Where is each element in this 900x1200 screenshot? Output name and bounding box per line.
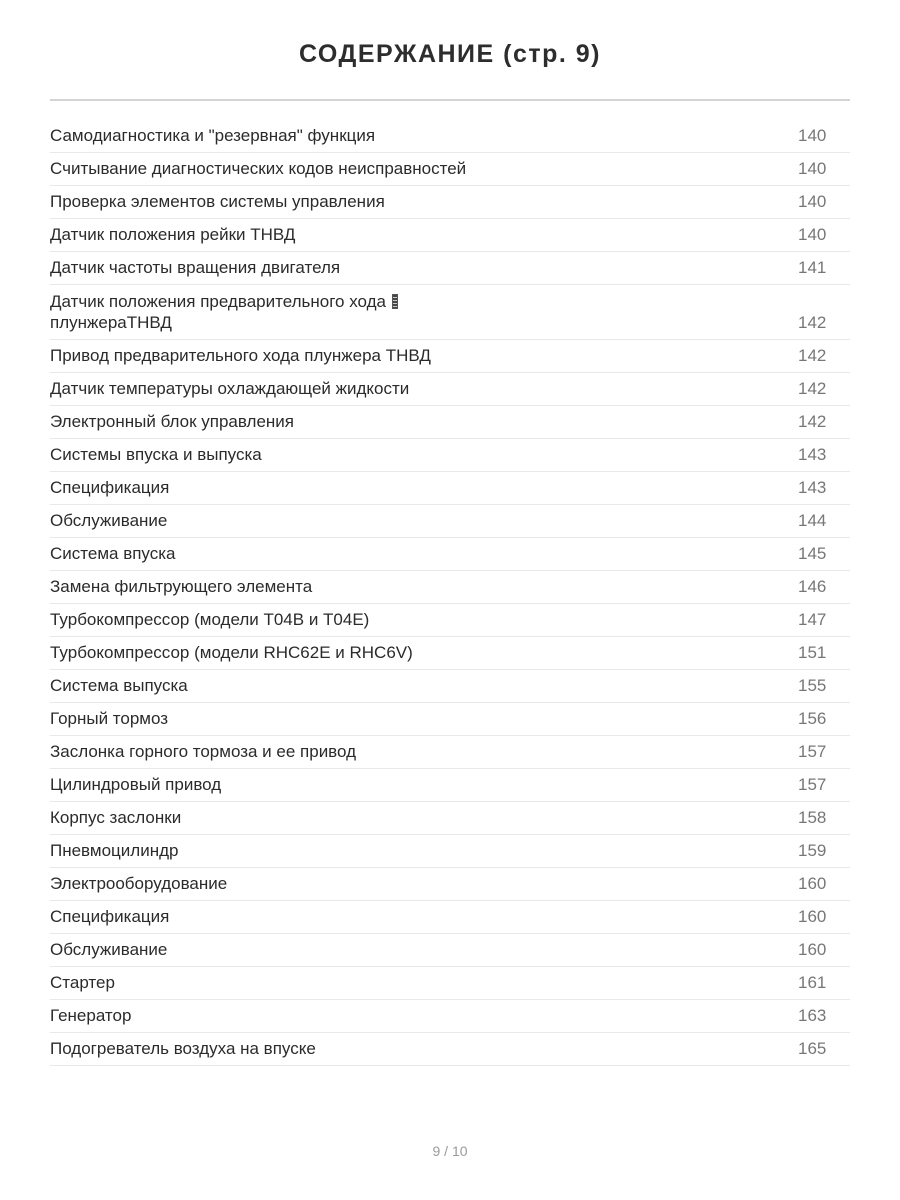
toc-entry-page: 163 [798,1006,827,1025]
toc-entry-title: Датчик положения предварительного хода [50,292,386,311]
toc-entry-title: Обслуживание [50,940,168,959]
toc-entry-title: Замена фильтрующего элемента [50,577,313,596]
toc-entry-page: 142 [798,346,827,365]
toc-entry-title: Корпус заслонки [50,808,182,827]
toc-entry[interactable] [50,219,850,252]
toc-entry[interactable] [50,406,850,439]
toc-entry-page: 142 [798,379,827,398]
toc-entry-page: 151 [798,643,827,662]
toc-entry-title: Турбокомпрессор (модели RHC62E и RHC6V) [50,643,413,662]
toc-entry-page: 161 [798,973,827,992]
toc-entry[interactable] [50,736,850,769]
line-break-marker-icon [392,294,398,309]
toc-entry[interactable] [50,868,850,901]
toc-entry[interactable] [50,186,850,219]
toc-entry-page: 142 [798,412,827,431]
toc-entry-page: 157 [798,775,827,794]
toc-entry-page: 160 [798,907,827,926]
toc-entry-title: Система впуска [50,544,176,563]
toc-entry-page: 140 [798,192,827,211]
toc-entry[interactable] [50,340,850,373]
page-title: СОДЕРЖАНИЕ (стр. 9) [298,40,602,68]
toc-entry-title-continuation: плунжераТНВД [50,313,172,332]
toc-entry-page: 140 [798,159,827,178]
toc-entry[interactable] [50,703,850,736]
toc-entry-page: 146 [798,577,827,596]
toc-entry[interactable] [50,153,850,186]
toc-entry-title: Датчик положения рейки ТНВД [50,225,296,244]
toc-entry-title-wrapped [50,291,470,333]
toc-entry-title: Цилиндровый привод [50,775,222,794]
toc-entry[interactable] [50,505,850,538]
toc-entry-page: 140 [798,225,827,244]
toc-entry-title: Проверка элементов системы управления [50,192,385,211]
toc-entry[interactable] [50,769,850,802]
toc-entry-title: Подогреватель воздуха на впуске [50,1039,316,1058]
toc-entry-title: Стартер [50,973,115,992]
toc-entry-page: 165 [798,1039,827,1058]
toc-entry-title: Электронный блок управления [50,412,294,431]
toc-entry[interactable] [50,571,850,604]
toc-entry-title: Генератор [50,1006,132,1025]
toc-entry-page: 145 [798,544,827,563]
toc-entry-title: Спецификация [50,478,170,497]
toc-entry[interactable] [50,538,850,571]
toc-entry-title: Датчик температуры охлаждающей жидкости [50,379,410,398]
toc-entry-page: 143 [798,445,827,464]
toc-entry-title: Электрооборудование [50,874,228,893]
toc-entry[interactable] [50,604,850,637]
toc-entry-page: 159 [798,841,827,860]
toc-entry-title: Обслуживание [50,511,168,530]
table-of-contents [50,120,850,1066]
toc-entry[interactable] [50,1033,850,1066]
toc-entry-title: Считывание диагностических кодов неисправностей [50,159,467,178]
toc-entry-title: Пневмоцилиндр [50,841,179,860]
toc-entry-page: 147 [798,610,827,629]
toc-entry[interactable] [50,439,850,472]
title-divider [50,99,850,101]
toc-entry-page: 142 [798,313,827,332]
toc-entry-title: Датчик частоты вращения двигателя [50,258,341,277]
toc-entry-page: 160 [798,874,827,893]
toc-entry-title: Системы впуска и выпуска [50,445,262,464]
toc-entry[interactable] [50,934,850,967]
toc-entry[interactable] [50,252,850,285]
toc-entry[interactable] [50,670,850,703]
page-number-indicator: 9 / 10 [432,1143,468,1159]
toc-entry-page: 155 [798,676,827,695]
toc-entry[interactable] [50,835,850,868]
toc-entry-title: Привод предварительного хода плунжера ТНВД [50,346,431,365]
toc-entry-page: 141 [798,258,827,277]
toc-entry-page: 156 [798,709,827,728]
toc-entry-page: 160 [798,940,827,959]
toc-entry[interactable] [50,472,850,505]
toc-entry-title: Турбокомпрессор (модели Т04В и Т04Е) [50,610,370,629]
toc-entry[interactable] [50,120,850,153]
toc-entry[interactable] [50,1000,850,1033]
toc-entry-title: Самодиагностика и "резервная" функция [50,126,376,145]
toc-entry-page: 140 [798,126,827,145]
toc-entry[interactable] [50,637,850,670]
toc-entry[interactable] [50,802,850,835]
toc-entry-page: 144 [798,511,827,530]
toc-entry-page: 143 [798,478,827,497]
toc-entry[interactable] [50,901,850,934]
toc-entry-title: Спецификация [50,907,170,926]
toc-entry-title: Система выпуска [50,676,188,695]
toc-entry[interactable] [50,285,850,340]
toc-entry-page: 157 [798,742,827,761]
toc-entry-page: 158 [798,808,827,827]
toc-entry-title: Заслонка горного тормоза и ее привод [50,742,357,761]
toc-entry-title: Горный тормоз [50,709,169,728]
toc-entry[interactable] [50,373,850,406]
toc-entry[interactable] [50,967,850,1000]
